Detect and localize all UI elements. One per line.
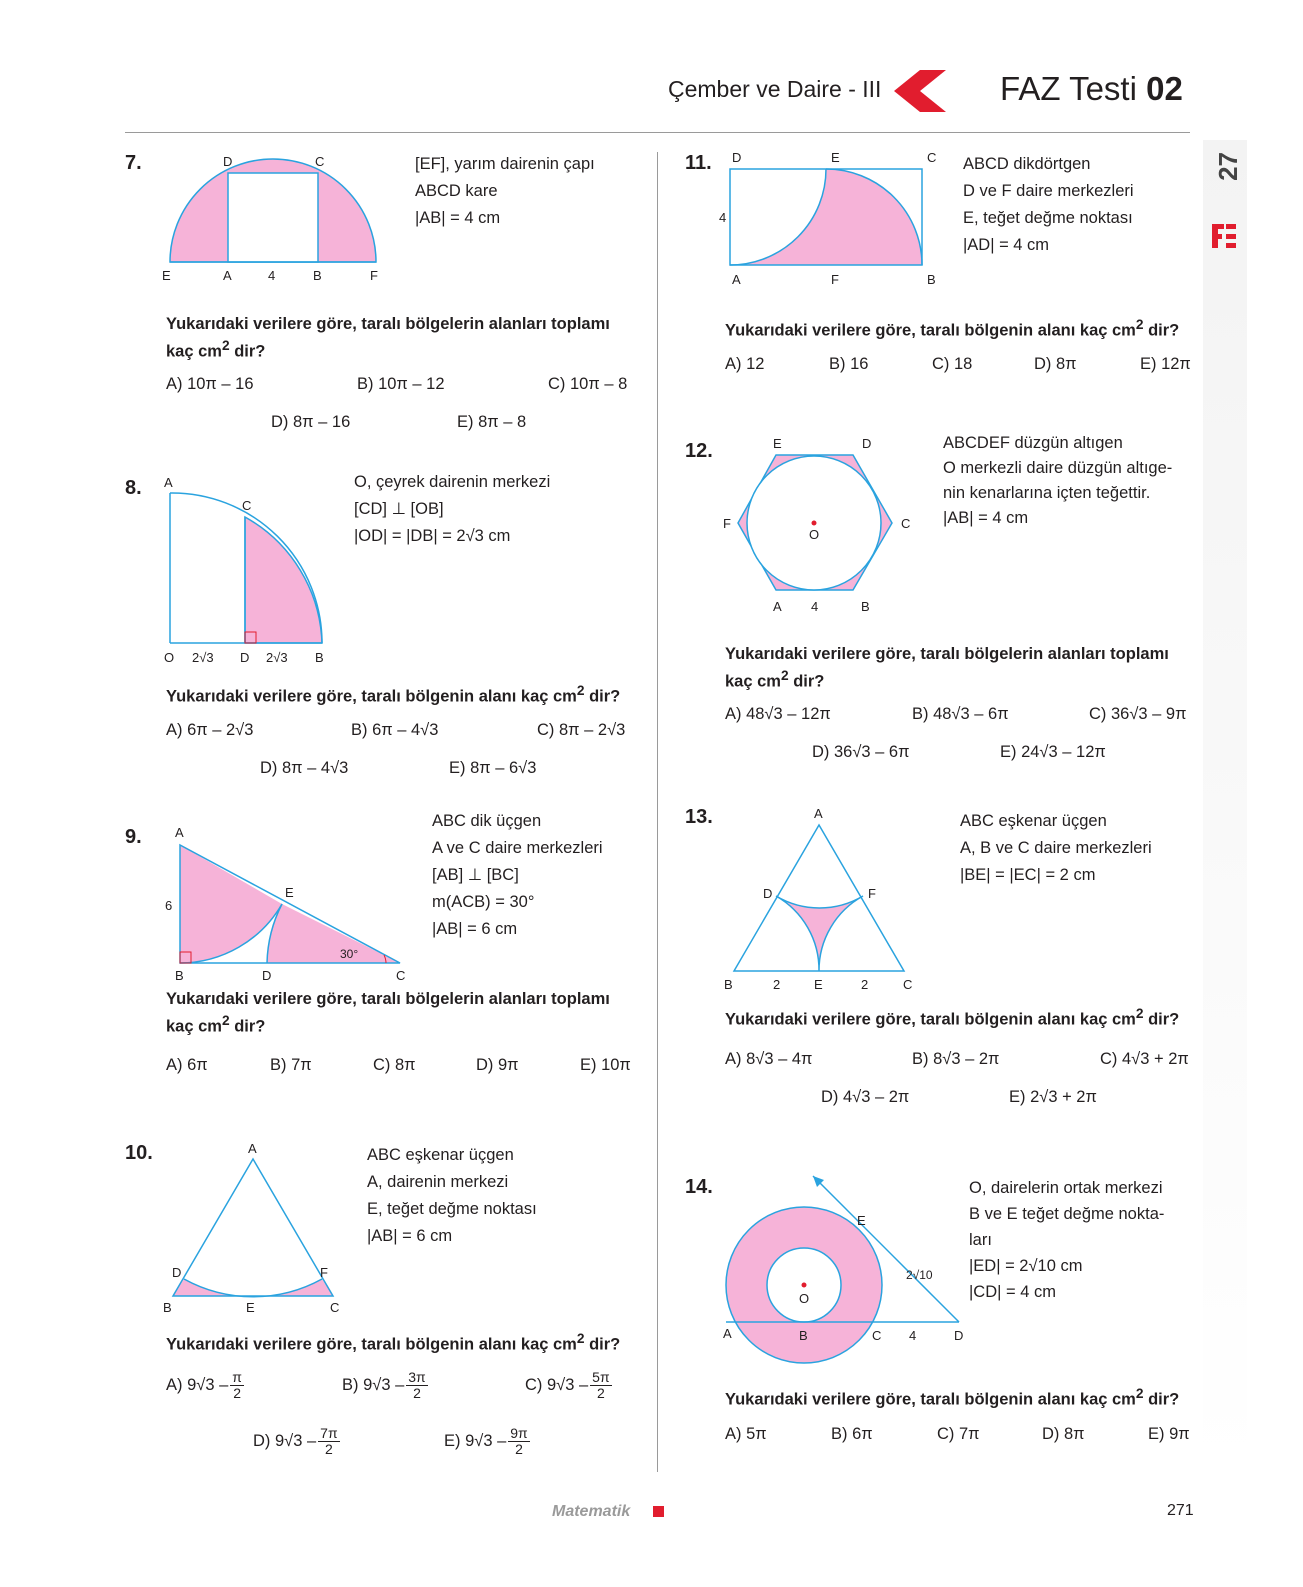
q8-question-end: dir? xyxy=(584,687,621,706)
q14-option-d[interactable]: D) 8π xyxy=(1042,1425,1085,1443)
q11-question xyxy=(725,314,1179,342)
q8-label-len1: 2√3 xyxy=(192,650,214,665)
test-prefix: FAZ Testi xyxy=(1000,70,1147,107)
q13-figure xyxy=(720,806,920,996)
q12-given-line: |AB| = 4 cm xyxy=(943,509,1029,527)
q13-given-line: A, B ve C daire merkezleri xyxy=(960,839,1152,857)
q13-label-E: E xyxy=(814,977,823,992)
q10-option-e[interactable] xyxy=(444,1426,530,1457)
q11-label-A: A xyxy=(732,272,741,287)
q10-label-A: A xyxy=(248,1141,257,1156)
q12-option-b[interactable]: B) 48√3 – 6π xyxy=(912,705,1009,723)
q7-label-B: B xyxy=(313,268,322,283)
q8-question-text: Yukarıdaki verilere göre, taralı bölgenin alanı kaç cm xyxy=(166,687,577,706)
q10-given-line: |AB| = 6 cm xyxy=(367,1227,453,1245)
q7-figure xyxy=(160,150,390,285)
q7-sup: 2 xyxy=(221,338,230,353)
q9-question xyxy=(166,988,610,1038)
q13-option-e[interactable]: E) 2√3 + 2π xyxy=(1009,1088,1097,1106)
q13-option-b[interactable]: B) 8√3 – 2π xyxy=(912,1050,1000,1068)
q10-option-b-den: 2 xyxy=(413,1385,421,1401)
q14-sup: 2 xyxy=(1135,1386,1144,1401)
q7-option-e[interactable]: E) 8π – 8 xyxy=(457,413,527,431)
footer-square-icon xyxy=(653,1506,664,1517)
q10-option-c-label: C) 9√3 – xyxy=(525,1375,589,1394)
q10-label-B: B xyxy=(163,1300,172,1315)
column-divider xyxy=(657,152,658,1472)
q8-sup: 2 xyxy=(576,683,585,698)
q10-option-e-num: 9π xyxy=(510,1425,528,1441)
q14-figure xyxy=(720,1165,970,1365)
q7-label-D: D xyxy=(223,154,233,169)
q14-option-b[interactable]: B) 6π xyxy=(831,1425,873,1443)
q8-label-B: B xyxy=(315,650,324,665)
q9-option-d[interactable]: D) 9π xyxy=(476,1056,519,1074)
q9-label-D: D xyxy=(262,968,272,983)
q11-label-B: B xyxy=(927,272,936,287)
q7-option-d[interactable]: D) 8π – 16 xyxy=(271,413,351,431)
q7-question-line1: Yukarıdaki verilere göre, taralı bölgelerin alanları toplamı xyxy=(166,315,610,333)
q12-label-C: C xyxy=(901,516,911,531)
q12-question-line2: kaç cm xyxy=(725,672,781,691)
q7-option-c[interactable]: C) 10π – 8 xyxy=(548,375,628,393)
q13-given-line: ABC eşkenar üçgen xyxy=(960,812,1107,830)
q14-number: 14. xyxy=(685,1176,713,1198)
q11-label-E: E xyxy=(831,150,840,165)
q12-given xyxy=(943,431,1172,531)
q13-label-A: A xyxy=(814,806,823,821)
q11-question-text: Yukarıdaki verilere göre, taralı bölgenin alanı kaç cm xyxy=(725,321,1136,340)
q12-given-line: O merkezli daire düzgün altıge- xyxy=(943,459,1173,477)
q12-label-D: D xyxy=(862,436,872,451)
q7-option-a[interactable]: A) 10π – 16 xyxy=(166,375,254,393)
q13-option-d[interactable]: D) 4√3 – 2π xyxy=(821,1088,910,1106)
q9-label-angle: 30° xyxy=(340,947,359,961)
q12-option-e[interactable]: E) 24√3 – 12π xyxy=(1000,743,1106,761)
q12-question-line1: Yukarıdaki verilere göre, taralı bölgelerin alanları toplamı xyxy=(725,645,1169,663)
q9-given xyxy=(432,808,603,943)
q14-given-line: O, dairelerin ortak merkezi xyxy=(969,1179,1163,1197)
q7-number: 7. xyxy=(125,152,142,174)
q7-question-line2: kaç cm xyxy=(166,342,222,361)
q11-number: 11. xyxy=(685,152,712,174)
q14-question-end: dir? xyxy=(1143,1390,1180,1409)
q11-label-D: D xyxy=(732,150,742,165)
q10-question xyxy=(166,1328,620,1356)
q7-question-end: dir? xyxy=(229,342,266,361)
q10-option-a[interactable] xyxy=(166,1370,244,1401)
q13-label-D: D xyxy=(763,886,773,901)
q10-option-c[interactable] xyxy=(525,1370,612,1401)
q9-given-line: [AB] ⊥ [BC] xyxy=(432,866,519,884)
q10-label-D: D xyxy=(172,1265,182,1280)
q9-sup: 2 xyxy=(221,1013,230,1028)
q12-sup: 2 xyxy=(780,668,789,683)
q12-question-end: dir? xyxy=(788,672,825,691)
q8-given-line: |OD| = |DB| = 2√3 cm xyxy=(354,527,511,545)
q8-option-d[interactable]: D) 8π – 4√3 xyxy=(260,759,349,777)
q12-given-line: ABCDEF düzgün altıgen xyxy=(943,434,1123,452)
q8-label-len2: 2√3 xyxy=(266,650,288,665)
q9-option-a[interactable]: A) 6π xyxy=(166,1056,208,1074)
q10-option-e-den: 2 xyxy=(515,1441,523,1457)
q10-option-a-label: A) 9√3 – xyxy=(166,1375,229,1394)
q9-question-line2: kaç cm xyxy=(166,1017,222,1036)
q9-given-line: |AB| = 6 cm xyxy=(432,920,518,938)
header-divider xyxy=(125,132,1190,133)
q11-label-C: C xyxy=(927,150,937,165)
q10-given xyxy=(367,1142,537,1250)
q8-given-line: O, çeyrek dairenin merkezi xyxy=(354,473,551,491)
q14-given-line: |CD| = 4 cm xyxy=(969,1283,1056,1301)
q12-option-d[interactable]: D) 36√3 – 6π xyxy=(812,743,910,761)
q13-sup: 2 xyxy=(1135,1006,1144,1021)
q12-number: 12. xyxy=(685,440,713,462)
q8-given-line: [CD] ⊥ [OB] xyxy=(354,500,444,518)
q12-given-line: nin kenarlarına içten teğettir. xyxy=(943,484,1151,502)
q9-question-line1: Yukarıdaki verilere göre, taralı bölgelerin alanları toplamı xyxy=(166,990,610,1008)
q11-question-end: dir? xyxy=(1143,321,1180,340)
q13-question-text: Yukarıdaki verilere göre, taralı bölgenin alanı kaç cm xyxy=(725,1010,1136,1029)
q11-option-d[interactable]: D) 8π xyxy=(1034,355,1077,373)
q7-label-A: A xyxy=(223,268,232,283)
q10-option-c-num: 5π xyxy=(592,1369,610,1385)
q11-option-e[interactable]: E) 12π xyxy=(1140,355,1191,373)
q11-given-line: |AD| = 4 cm xyxy=(963,236,1050,254)
q14-given xyxy=(969,1175,1164,1305)
q9-label-A: A xyxy=(175,825,184,840)
q12-question xyxy=(725,643,1169,693)
side-strip xyxy=(1203,140,1247,1470)
q13-label-len2: 2 xyxy=(861,977,869,992)
q12-label-A: A xyxy=(773,599,782,614)
q14-given-line: B ve E teğet değme nokta- xyxy=(969,1205,1165,1223)
q11-option-a[interactable]: A) 12 xyxy=(725,355,765,373)
q9-given-line: A ve C daire merkezleri xyxy=(432,839,603,857)
q14-label-D: D xyxy=(954,1328,964,1343)
q10-label-E: E xyxy=(246,1300,255,1315)
q9-option-c[interactable]: C) 8π xyxy=(373,1056,416,1074)
q11-option-b[interactable]: B) 16 xyxy=(829,355,869,373)
q9-label-E: E xyxy=(285,885,294,900)
q10-option-d-den: 2 xyxy=(325,1441,333,1457)
test-title xyxy=(1000,70,1183,108)
q12-label-E: E xyxy=(773,436,782,451)
q10-given-line: ABC eşkenar üçgen xyxy=(367,1146,514,1164)
q9-given-line: m(ACB) = 30° xyxy=(432,893,535,911)
q8-figure xyxy=(160,475,340,670)
q10-option-d[interactable] xyxy=(253,1426,340,1457)
q12-label-B: B xyxy=(861,599,870,614)
side-page-number: 27 xyxy=(1213,152,1243,181)
q11-option-c[interactable]: C) 18 xyxy=(932,355,973,373)
q14-given-line: |ED| = 2√10 cm xyxy=(969,1257,1083,1275)
q8-label-O: O xyxy=(164,650,175,665)
q14-label-E: E xyxy=(857,1213,866,1228)
page-number: 271 xyxy=(1167,1502,1194,1519)
q8-option-c[interactable]: C) 8π – 2√3 xyxy=(537,721,626,739)
q14-question-text: Yukarıdaki verilere göre, taralı bölgenin alanı kaç cm xyxy=(725,1390,1136,1409)
q14-label-A: A xyxy=(723,1326,732,1341)
q14-label-O: O xyxy=(799,1291,810,1306)
q7-label-F: F xyxy=(370,268,378,283)
q10-label-F: F xyxy=(320,1265,328,1280)
q10-figure xyxy=(160,1140,350,1315)
q8-option-a[interactable]: A) 6π – 2√3 xyxy=(166,721,254,739)
q12-option-c[interactable]: C) 36√3 – 9π xyxy=(1089,705,1187,723)
q10-question-end: dir? xyxy=(584,1335,621,1354)
q8-label-C: C xyxy=(242,498,252,513)
q13-given-line: |BE| = |EC| = 2 cm xyxy=(960,866,1096,884)
q13-option-c[interactable]: C) 4√3 + 2π xyxy=(1100,1050,1189,1068)
q9-question-end: dir? xyxy=(229,1017,266,1036)
q7-given-line: |AB| = 4 cm xyxy=(415,209,501,227)
q14-option-a[interactable]: A) 5π xyxy=(725,1425,767,1443)
q12-option-a[interactable]: A) 48√3 – 12π xyxy=(725,705,831,723)
q7-given-line: ABCD kare xyxy=(415,182,498,200)
q12-figure xyxy=(720,435,930,630)
q7-question xyxy=(166,313,610,363)
q10-option-a-den: 2 xyxy=(233,1385,241,1401)
q7-option-b[interactable]: B) 10π – 12 xyxy=(357,375,445,393)
q9-number: 9. xyxy=(125,826,142,848)
q14-label-len2: 4 xyxy=(909,1328,917,1343)
q7-given-line: [EF], yarım dairenin çapı xyxy=(415,155,595,173)
test-number: 02 xyxy=(1146,70,1183,107)
q14-option-e[interactable]: E) 9π xyxy=(1148,1425,1190,1443)
q9-label-B: B xyxy=(175,968,184,983)
q7-given xyxy=(415,151,595,232)
q9-option-e[interactable]: E) 10π xyxy=(580,1056,631,1074)
q10-option-c-den: 2 xyxy=(597,1385,605,1401)
q8-question xyxy=(166,680,620,708)
q14-option-c[interactable]: C) 7π xyxy=(937,1425,980,1443)
q10-option-b-label: B) 9√3 – xyxy=(342,1375,405,1394)
q8-option-e[interactable]: E) 8π – 6√3 xyxy=(449,759,537,777)
q14-question xyxy=(725,1383,1179,1411)
q11-given xyxy=(963,151,1134,259)
q11-given-line: ABCD dikdörtgen xyxy=(963,155,1091,173)
q14-label-B: B xyxy=(799,1328,808,1343)
q8-label-D: D xyxy=(240,650,250,665)
q12-label-len: 4 xyxy=(811,599,819,614)
q11-figure xyxy=(720,150,945,285)
q9-figure xyxy=(160,820,415,983)
q10-option-d-label: D) 9√3 – xyxy=(253,1431,317,1450)
q7-label-len: 4 xyxy=(268,268,276,283)
q8-label-A: A xyxy=(164,475,173,490)
q13-given xyxy=(960,808,1152,889)
q11-sup: 2 xyxy=(1135,317,1144,332)
q10-number: 10. xyxy=(125,1142,153,1164)
q8-option-b[interactable]: B) 6π – 4√3 xyxy=(351,721,439,739)
q13-label-F: F xyxy=(868,886,876,901)
q11-label-len: 4 xyxy=(719,210,727,225)
q10-option-b-num: 3π xyxy=(408,1369,426,1385)
chapter-title: Çember ve Daire - III xyxy=(668,76,882,102)
footer-subject: Matematik xyxy=(552,1503,631,1520)
q10-option-e-label: E) 9√3 – xyxy=(444,1431,507,1450)
q9-option-b[interactable]: B) 7π xyxy=(270,1056,312,1074)
q13-label-len1: 2 xyxy=(773,977,781,992)
q9-given-line: ABC dik üçgen xyxy=(432,812,542,830)
chevron-logo-icon xyxy=(890,68,948,114)
q13-question-end: dir? xyxy=(1143,1010,1180,1029)
q13-label-B: B xyxy=(724,977,733,992)
q10-given-line: A, dairenin merkezi xyxy=(367,1173,509,1191)
q7-label-E: E xyxy=(162,268,171,283)
q13-label-C: C xyxy=(903,977,913,992)
q7-label-C: C xyxy=(315,154,325,169)
q13-question xyxy=(725,1003,1179,1031)
q10-option-a-num: π xyxy=(232,1369,242,1385)
q9-label-side: 6 xyxy=(165,898,173,913)
q9-label-C: C xyxy=(396,968,406,983)
q11-given-line: E, teğet değme noktası xyxy=(963,209,1133,227)
q8-given xyxy=(354,469,550,550)
q8-number: 8. xyxy=(125,477,142,499)
faz-brand-icon xyxy=(1210,222,1238,252)
q11-given-line: D ve F daire merkezleri xyxy=(963,182,1134,200)
q13-number: 13. xyxy=(685,806,713,828)
q12-label-O: O xyxy=(809,527,820,542)
q10-option-d-num: 7π xyxy=(320,1425,338,1441)
q10-sup: 2 xyxy=(576,1331,585,1346)
q10-given-line: E, teğet değme noktası xyxy=(367,1200,537,1218)
q14-given-line: ları xyxy=(969,1231,992,1249)
q10-label-C: C xyxy=(330,1300,340,1315)
q14-label-C: C xyxy=(872,1328,882,1343)
q13-option-a[interactable]: A) 8√3 – 4π xyxy=(725,1050,813,1068)
q10-option-b[interactable] xyxy=(342,1370,428,1401)
q10-question-text: Yukarıdaki verilere göre, taralı bölgenin alanı kaç cm xyxy=(166,1335,577,1354)
q11-label-F: F xyxy=(831,272,839,287)
q12-label-F: F xyxy=(723,516,731,531)
q14-label-len1: 2√10 xyxy=(906,1268,933,1282)
